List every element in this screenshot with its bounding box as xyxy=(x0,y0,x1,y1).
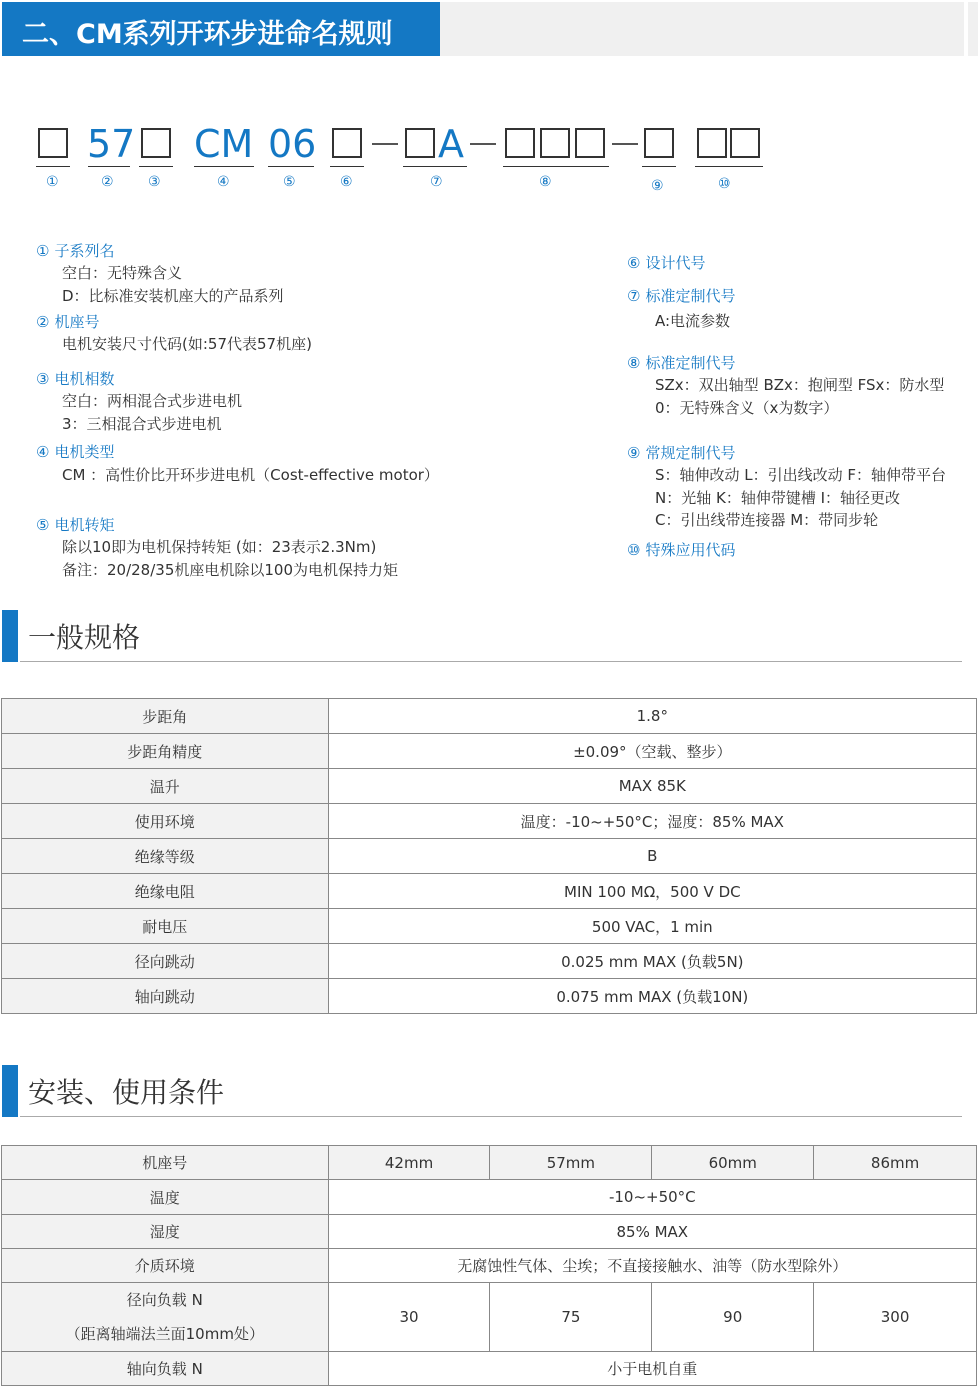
code-underline-4 xyxy=(194,166,254,167)
spec-label: 使用环境 xyxy=(2,804,329,839)
radial-value-42: 30 xyxy=(328,1283,490,1352)
code-underline-5 xyxy=(268,166,314,167)
code-num-9: ⑨ xyxy=(651,178,664,194)
code-dash-2 xyxy=(470,143,496,145)
table-row xyxy=(2,874,977,909)
item-title: 电机相数 xyxy=(54,370,115,388)
code-a: A xyxy=(438,122,464,166)
temp-value: -10~+50°C xyxy=(328,1180,976,1215)
spec-value: 1.8° xyxy=(328,699,976,734)
code-57: 57 xyxy=(87,122,136,166)
code-cm: CM xyxy=(194,122,254,166)
spec-value: B xyxy=(328,839,976,874)
desc-line: 除以10即为电机保持转矩 (如：23表示2.3Nm) xyxy=(62,538,377,556)
right-item-8 xyxy=(627,352,735,374)
table-row xyxy=(2,979,977,1014)
env-label: 介质环境 xyxy=(2,1249,329,1283)
spec-label: 绝缘等级 xyxy=(2,839,329,874)
radial-label-line1: 径向负载 N xyxy=(126,1291,203,1309)
desc-line: SZx：双出轴型 BZx：抱闸型 FSx：防水型 xyxy=(655,376,945,394)
spec-value: 500 VAC，1 min xyxy=(328,909,976,944)
table-row xyxy=(2,1352,977,1386)
code-dash-1 xyxy=(372,143,398,145)
left-item-3-desc xyxy=(62,390,242,435)
desc-line: D：比标准安装机座大的产品系列 xyxy=(62,286,284,305)
code-num-7: ⑦ xyxy=(430,174,443,190)
right-item-7-desc xyxy=(655,310,730,333)
item-title: 机座号 xyxy=(54,313,100,331)
section-title: 一般规格 xyxy=(28,621,141,654)
desc-line: CM ：高性价比开环步进电机（Cost-effective motor） xyxy=(62,466,439,484)
table-row xyxy=(2,839,977,874)
desc-line: 3：三相混合式步进电机 xyxy=(62,414,222,433)
spec-label: 径向跳动 xyxy=(2,944,329,979)
left-item-3 xyxy=(36,368,114,390)
section-title: 安装、使用条件 xyxy=(28,1076,225,1109)
table-row xyxy=(2,804,977,839)
desc-line: 电机安装尺寸代码(如:57代表57机座) xyxy=(62,335,312,353)
spec-label: 步距角 xyxy=(2,699,329,734)
code-underline-7 xyxy=(403,166,467,167)
radial-value-57: 75 xyxy=(490,1283,652,1352)
size-57: 57mm xyxy=(490,1146,652,1180)
size-42: 42mm xyxy=(328,1146,490,1180)
humid-label: 湿度 xyxy=(2,1215,329,1249)
code-num-8: ⑧ xyxy=(539,174,552,190)
spec-value: MAX 85K xyxy=(328,769,976,804)
size-86: 86mm xyxy=(814,1146,977,1180)
code-num-6: ⑥ xyxy=(340,174,353,190)
spec-value: 0.075 mm MAX (负载10N) xyxy=(328,979,976,1014)
spec-table xyxy=(1,698,977,1014)
item-num: ① xyxy=(36,242,50,260)
item-num: ⑧ xyxy=(627,354,641,372)
code-box-9 xyxy=(644,128,674,158)
header-gray-strip-end xyxy=(968,2,978,56)
item-title: 子系列名 xyxy=(54,242,115,260)
section-rule xyxy=(20,1116,962,1117)
install-table xyxy=(1,1145,977,1386)
spec-label: 步距角精度 xyxy=(2,734,329,769)
table-row xyxy=(2,909,977,944)
table-row xyxy=(2,1215,977,1249)
code-underline-8 xyxy=(503,166,609,167)
table-row xyxy=(2,944,977,979)
code-box-1 xyxy=(38,128,68,158)
section-general-spec xyxy=(2,610,962,662)
spec-label: 耐电压 xyxy=(2,909,329,944)
desc-line: 0：无特殊含义（x为数字） xyxy=(655,398,839,417)
table-row xyxy=(2,699,977,734)
code-box-10a xyxy=(697,128,727,158)
code-underline-3 xyxy=(139,166,173,167)
left-item-1 xyxy=(36,240,114,262)
left-item-2 xyxy=(36,311,99,333)
item-num: ⑨ xyxy=(627,444,641,462)
code-underline-9 xyxy=(642,166,676,167)
header-gray-strip xyxy=(440,2,964,56)
item-title: 电机类型 xyxy=(54,443,115,461)
right-item-10 xyxy=(627,539,735,561)
left-item-5-desc xyxy=(62,536,398,581)
section-accent xyxy=(2,610,18,662)
table-row xyxy=(2,1146,977,1180)
code-box-3 xyxy=(141,128,171,158)
radial-value-60: 90 xyxy=(652,1283,814,1352)
item-num: ⑦ xyxy=(627,287,641,305)
left-item-5 xyxy=(36,514,114,536)
desc-line: N：光轴 K：轴伸带键槽 I：轴径更改 xyxy=(655,488,901,507)
code-box-8c xyxy=(575,128,605,158)
item-num: ② xyxy=(36,313,50,331)
code-num-10: ⑩ xyxy=(718,176,731,192)
spec-value: ±0.09°（空载、整步） xyxy=(328,734,976,769)
spec-value: 温度：-10~+50°C；湿度：85% MAX xyxy=(328,804,976,839)
item-num: ⑩ xyxy=(627,541,641,559)
code-underline-6 xyxy=(330,166,364,167)
item-num: ④ xyxy=(36,443,50,461)
desc-line: 空白：无特殊含义 xyxy=(62,264,183,282)
code-box-6 xyxy=(332,128,362,158)
code-06: 06 xyxy=(268,122,317,166)
code-dash-3 xyxy=(612,143,638,145)
radial-value-86: 300 xyxy=(814,1283,977,1352)
desc-line: A:电流参数 xyxy=(655,312,731,330)
install-header-label: 机座号 xyxy=(2,1146,329,1180)
code-underline-10 xyxy=(695,166,763,167)
item-title: 特殊应用代码 xyxy=(645,541,736,559)
left-item-4 xyxy=(36,441,114,463)
code-box-8a xyxy=(505,128,535,158)
code-num-4: ④ xyxy=(217,174,230,190)
left-item-2-desc xyxy=(62,333,312,356)
table-row xyxy=(2,734,977,769)
humid-value: 85% MAX xyxy=(328,1215,976,1249)
item-num: ⑤ xyxy=(36,516,50,534)
code-box-7 xyxy=(405,128,435,158)
right-item-9-desc xyxy=(655,464,946,532)
code-underline-2 xyxy=(88,166,130,167)
code-box-10b xyxy=(730,128,760,158)
item-title: 标准定制代号 xyxy=(645,354,736,372)
axial-value: 小于电机自重 xyxy=(328,1352,976,1386)
section-rule xyxy=(20,661,962,662)
code-num-5: ⑤ xyxy=(283,174,296,190)
desc-line: 空白：两相混合式步进电机 xyxy=(62,392,243,410)
size-60: 60mm xyxy=(652,1146,814,1180)
desc-line: 备注：20/28/35机座电机除以100为电机保持力矩 xyxy=(62,560,399,579)
right-item-8-desc xyxy=(655,374,944,419)
desc-line: S：轴伸改动 L：引出线改动 F：轴伸带平台 xyxy=(655,466,947,484)
temp-label: 温度 xyxy=(2,1180,329,1215)
section-install-conditions xyxy=(2,1065,962,1117)
item-title: 电机转矩 xyxy=(54,516,115,534)
item-num: ③ xyxy=(36,370,50,388)
page-title: 二、CM系列开环步进命名规则 xyxy=(22,19,393,50)
section-accent xyxy=(2,1065,18,1117)
desc-line: C：引出线带连接器 M：带同步轮 xyxy=(655,511,879,529)
right-item-6 xyxy=(627,252,705,274)
code-num-2: ② xyxy=(101,174,114,190)
code-box-8b xyxy=(540,128,570,158)
spec-value: MIN 100 MΩ，500 V DC xyxy=(328,874,976,909)
spec-value: 0.025 mm MAX (负载5N) xyxy=(328,944,976,979)
radial-label-line2: （距离轴端法兰面10mm处） xyxy=(65,1325,264,1343)
code-num-3: ③ xyxy=(148,174,161,190)
spec-label: 温升 xyxy=(2,769,329,804)
left-item-1-desc xyxy=(62,262,284,307)
table-row xyxy=(2,1283,977,1352)
table-row xyxy=(2,769,977,804)
right-item-9 xyxy=(627,442,735,464)
item-title: 标准定制代号 xyxy=(645,287,736,305)
item-title: 常规定制代号 xyxy=(645,444,736,462)
code-underline-1 xyxy=(36,166,70,167)
spec-label: 绝缘电阻 xyxy=(2,874,329,909)
right-item-7 xyxy=(627,285,735,307)
item-num: ⑥ xyxy=(627,254,641,272)
code-num-1: ① xyxy=(46,174,59,190)
radial-label xyxy=(2,1283,329,1352)
table-row xyxy=(2,1180,977,1215)
spec-label: 轴向跳动 xyxy=(2,979,329,1014)
left-item-4-desc xyxy=(62,464,439,487)
axial-label: 轴向负载 N xyxy=(2,1352,329,1386)
table-row xyxy=(2,1249,977,1283)
env-value: 无腐蚀性气体、尘埃；不直接接触水、油等（防水型除外） xyxy=(328,1249,976,1283)
item-title: 设计代号 xyxy=(645,254,706,272)
